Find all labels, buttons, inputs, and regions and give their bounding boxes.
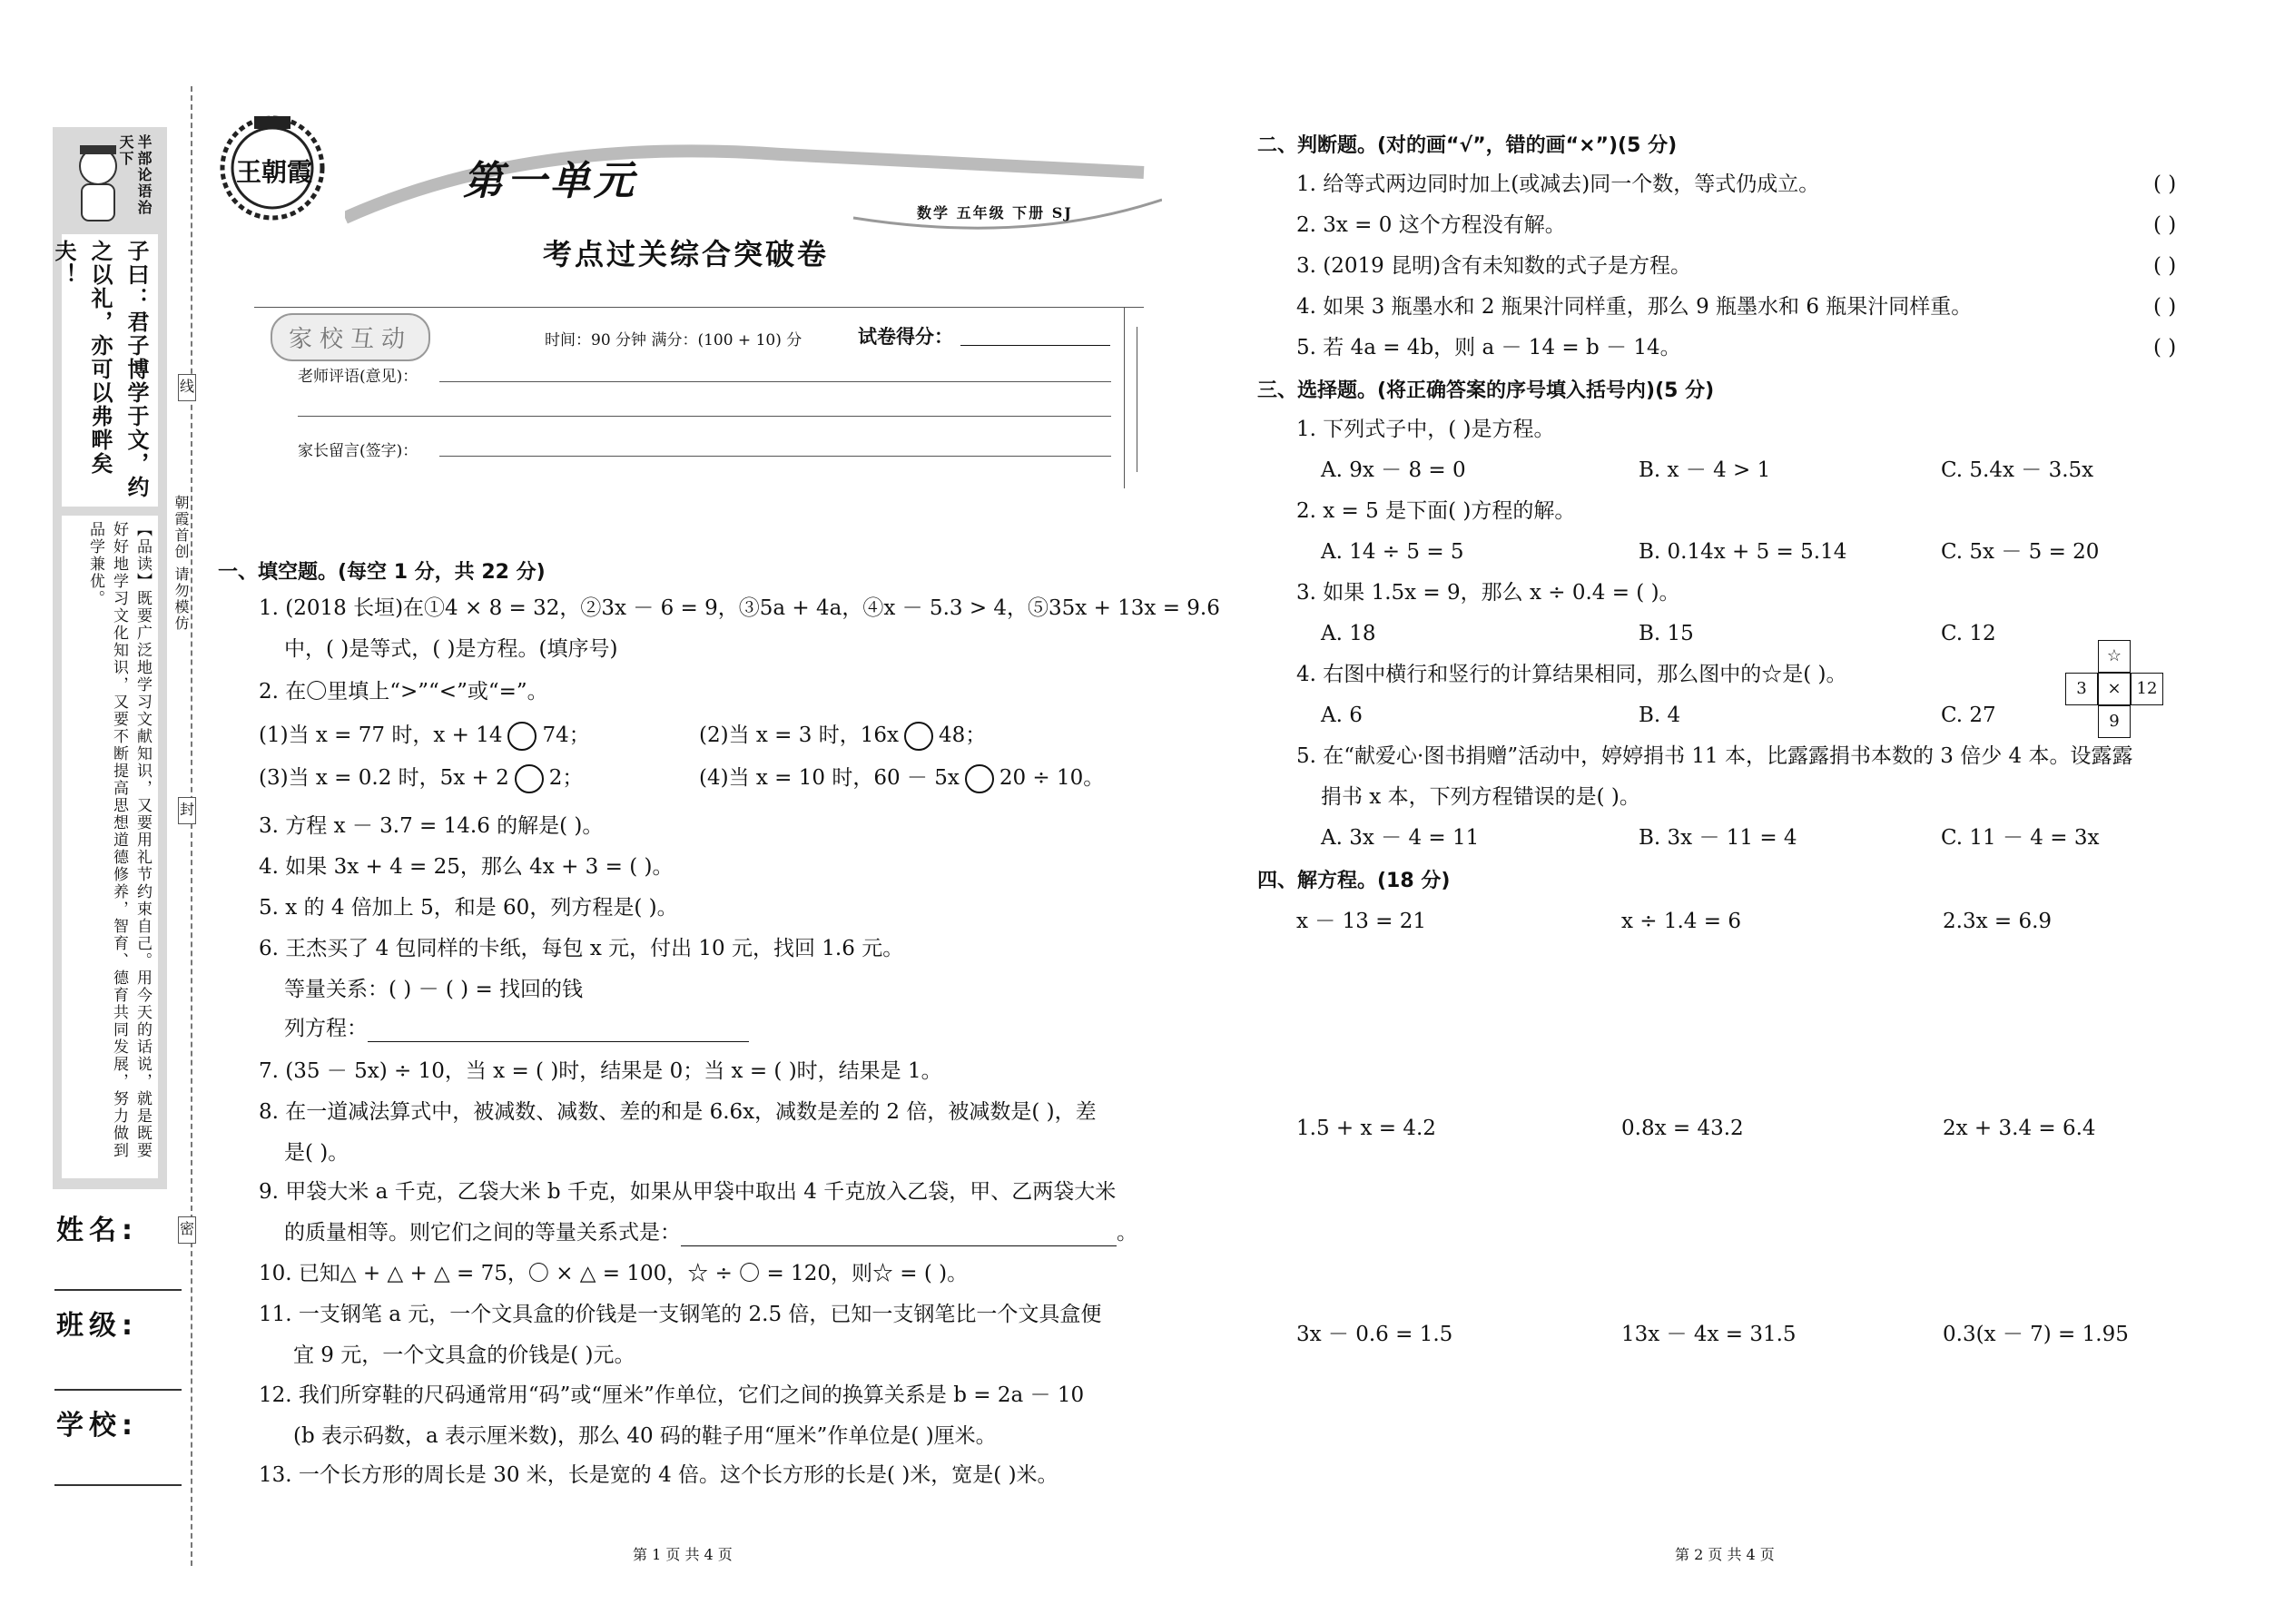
reading-note: 【品读】既要广泛地学习文献知识，又要用礼节约束自己。用今天的话说，就是既要好好地学习文化知识，又要不断提高思想道德修养，智育、德育共同发展，努力做到品学兼优。 (62, 516, 158, 1178)
judge-item-1: 1. 给等式两边同时加上(或减去)同一个数，等式仍成立。 (1296, 172, 1820, 196)
exam-subtitle: 考点过关综合突破卷 (543, 237, 830, 271)
confucius-quote: 子曰：君子博学于文，约之以礼，亦可以弗畔矣夫！ (62, 234, 158, 507)
grid-cell-bottom: 9 (2098, 705, 2131, 738)
q10-line: 10. 已知△ + △ + △ = 75，〇 × △ = 100，☆ ÷ 〇 = 120，则☆ = ( )。 (259, 1262, 969, 1285)
q2-1 (259, 722, 590, 751)
sidebar-panel (53, 127, 167, 1189)
grid-cell-left: 3 (2065, 673, 2098, 705)
q2-2 (699, 722, 986, 751)
q1-line-a: 1. (2018 长垣)在①4 × 8 = 32，②3x － 6 = 9，③5a + 4a，④x － 5.3 > 4，⑤35x + 13x = 9.6 (259, 596, 1220, 620)
score-label: 试卷得分： (858, 326, 953, 348)
cut-mark-3: 密 (178, 1216, 196, 1244)
mascot-area (62, 134, 158, 225)
header-divider (254, 307, 1144, 308)
unit-title: 第一单元 (463, 158, 637, 204)
page-number-right: 第 2 页 共 4 页 (1675, 1546, 1775, 1563)
equation-9: 0.3(x － 7) = 1.95 (1943, 1323, 2129, 1346)
choice-q3-b: B. 15 (1639, 622, 1694, 645)
q2-4-text: (4)当 x = 10 时，60 － 5x (699, 766, 960, 790)
q6-answer-line[interactable] (368, 1021, 749, 1042)
judge-answer-2[interactable]: ( ) (2153, 213, 2177, 237)
judge-answer-3[interactable]: ( ) (2153, 254, 2177, 278)
time-info: 时间：90 分钟 满分：(100 + 10) 分 (545, 331, 802, 349)
choice-q5-c: C. 11 － 4 = 3x (1941, 826, 2100, 850)
choice-q4: 4. 右图中横行和竖行的计算结果相同，那么图中的☆是( )。 (1296, 663, 1847, 686)
choice-q1-b: B. x － 4 > 1 (1639, 458, 1771, 482)
q2-line: 2. 在〇里填上“>”“<”或“=”。 (259, 680, 548, 704)
choice-q5-a: A. 3x － 4 = 11 (1321, 826, 1480, 850)
answer-circle[interactable] (507, 722, 537, 751)
score-input-line[interactable] (960, 345, 1110, 346)
choice-q2-c: C. 5x － 5 = 20 (1941, 540, 2100, 564)
q13-line: 13. 一个长方形的周长是 30 米，长是宽的 4 倍。这个长方形的长是( )米，宽是( )米。 (259, 1463, 1058, 1487)
choice-q4-c: C. 27 (1941, 704, 1996, 727)
grid-cell-center: × (2098, 673, 2131, 705)
equation-7: 3x － 0.6 = 1.5 (1296, 1323, 1453, 1346)
q6-equation-label: 列方程： (284, 1017, 368, 1040)
choice-q1: 1. 下列式子中，( )是方程。 (1296, 418, 1555, 441)
brand-logo-text: 王朝霞 (236, 157, 313, 187)
q9-line-b-text: 的质量相等。则它们之间的等量关系式是： (284, 1221, 681, 1245)
q2-2-text: (2)当 x = 3 时，16x (699, 723, 899, 747)
choice-q2-b: B. 0.14x + 5 = 5.14 (1639, 540, 1847, 564)
equation-4: 1.5 + x = 4.2 (1296, 1117, 1436, 1140)
q2-3-text: (3)当 x = 0.2 时，5x + 2 (259, 766, 509, 790)
judge-item-4: 4. 如果 3 瓶墨水和 2 瓶果汁同样重，那么 9 瓶墨水和 6 瓶果汁同样重。 (1296, 295, 1973, 319)
course-tag: 数学 五年级 下册 SJ (917, 204, 1073, 221)
section1-title: 一、填空题。(每空 1 分，共 22 分) (218, 561, 546, 584)
judge-answer-1[interactable]: ( ) (2153, 172, 2177, 196)
q2-2-rhs: 48； (938, 723, 987, 747)
teacher-comment-label: 老师评语(意见)： (298, 368, 418, 386)
q6-equation (284, 1015, 749, 1042)
q2-1-rhs: 74； (542, 723, 590, 747)
copyright-note: 朝霞首创 请勿模仿 (172, 495, 190, 633)
q2-3 (259, 764, 583, 793)
answer-circle[interactable] (515, 764, 544, 793)
section4-title: 四、解方程。(18 分) (1257, 870, 1451, 892)
q4-line: 4. 如果 3x + 4 = 25，那么 4x + 3 = ( )。 (259, 855, 674, 879)
q5-line: 5. x 的 4 倍加上 5，和是 60，列方程是( )。 (259, 896, 678, 920)
q2-1-text: (1)当 x = 77 时，x + 14 (259, 723, 503, 747)
judge-answer-5[interactable]: ( ) (2153, 336, 2177, 359)
choice-q5-b-line: 捐书 x 本，下列方程错误的是( )。 (1321, 785, 1640, 809)
judge-answer-4[interactable]: ( ) (2153, 295, 2177, 319)
choice-q5-a-line: 5. 在“献爱心·图书捐赠”活动中，婷婷捐书 11 本，比露露捐书本数的 3 倍少 4 本。设露露 (1296, 744, 2133, 768)
q2-3-rhs: 2； (548, 766, 584, 790)
class-label: 班级: (56, 1310, 138, 1342)
name-label: 姓名: (56, 1215, 138, 1246)
q11-line-a: 11. 一支钢笔 a 元，一个文具盒的价钱是一支钢笔的 2.5 倍，已知一支钢笔比一个文具盒便 (259, 1303, 1102, 1326)
choice-q4-a: A. 6 (1321, 704, 1363, 727)
q12-line-a: 12. 我们所穿鞋的尺码通常用“码”或“厘米”作单位，它们之间的换算关系是 b = 2a － 10 (259, 1383, 1085, 1407)
q9-answer-line[interactable] (681, 1225, 1117, 1246)
brand-slogan: 半部论语治天下 (117, 134, 153, 216)
home-school-badge: 家校互动 (271, 313, 430, 361)
q6-line: 6. 王杰买了 4 包同样的卡纸，每包 x 元，付出 10 元，找回 1.6 元。 (259, 937, 904, 960)
name-input-line[interactable] (54, 1289, 182, 1291)
q3-line: 3. 方程 x － 3.7 = 14.6 的解是( )。 (259, 814, 604, 838)
grid-cell-top: ☆ (2098, 640, 2131, 673)
page-number-left: 第 1 页 共 4 页 (633, 1546, 733, 1563)
choice-q3: 3. 如果 1.5x = 9，那么 x ÷ 0.4 = ( )。 (1296, 581, 1680, 605)
parent-comment-line[interactable] (439, 456, 1111, 457)
cut-mark-1: 线 (178, 374, 196, 401)
equation-5: 0.8x = 43.2 (1621, 1117, 1744, 1140)
judge-item-2: 2. 3x = 0 这个方程没有解。 (1296, 213, 1566, 237)
parent-comment-label: 家长留言(签字)： (298, 442, 418, 460)
q6-relation: 等量关系：( ) － ( ) = 找回的钱 (284, 978, 584, 1001)
school-label: 学校: (56, 1410, 138, 1442)
choice-q4-b: B. 4 (1639, 704, 1681, 727)
choice-q2-a: A. 14 ÷ 5 = 5 (1321, 540, 1464, 564)
section2-title: 二、判断题。(对的画“√”，错的画“×”)(5 分) (1257, 134, 1678, 157)
choice-q3-a: A. 18 (1321, 622, 1376, 645)
answer-circle[interactable] (965, 764, 994, 793)
q11-line-b: 宜 9 元，一个文具盒的价钱是( )元。 (293, 1343, 635, 1367)
equation-6: 2x + 3.4 = 6.4 (1943, 1117, 2096, 1140)
choice-q5-b: B. 3x － 11 = 4 (1639, 826, 1797, 850)
section3-title: 三、选择题。(将正确答案的序号填入括号内)(5 分) (1257, 379, 1715, 402)
q9-line-a: 9. 甲袋大米 a 千克，乙袋大米 b 千克，如果从甲袋中取出 4 千克放入乙袋，甲、乙两袋大米 (259, 1180, 1117, 1204)
q9-line-b: 的质量相等。则它们之间的等量关系式是： 。 (284, 1221, 1137, 1245)
choice-q3-c: C. 12 (1941, 622, 1996, 645)
cut-mark-2: 封 (178, 797, 196, 824)
equation-8: 13x － 4x = 31.5 (1621, 1323, 1797, 1346)
teacher-comment-line[interactable] (439, 381, 1111, 382)
class-input-line[interactable] (54, 1389, 182, 1391)
judge-item-5: 5. 若 4a = 4b，则 a － 14 = b － 14。 (1296, 336, 1681, 359)
q8-line-a: 8. 在一道减法算式中，被减数、减数、差的和是 6.6x，减数是差的 2 倍，被减数是( )，差 (259, 1100, 1097, 1124)
choice-q2: 2. x = 5 是下面( )方程的解。 (1296, 499, 1576, 523)
choice-q1-a: A. 9x － 8 = 0 (1321, 458, 1466, 482)
q8-line-b: 是( )。 (284, 1141, 350, 1165)
header-divider-v (1124, 307, 1125, 488)
q12-line-b: (b 表示码数，a 表示厘米数)，那么 40 码的鞋子用“厘米”作单位是( )厘米。 (293, 1424, 997, 1448)
q7-line: 7. (35 － 5x) ÷ 10，当 x = ( )时，结果是 0；当 x = ( )时，结果是 1。 (259, 1059, 942, 1083)
q1-line-b: 中，( )是等式，( )是方程。(填序号) (284, 637, 618, 661)
q2-4 (699, 764, 1104, 793)
grid-cell-right: 12 (2131, 673, 2163, 705)
answer-circle[interactable] (904, 722, 933, 751)
judge-item-3: 3. (2019 昆明)含有未知数的式子是方程。 (1296, 254, 1692, 278)
equation-1: x － 13 = 21 (1296, 910, 1427, 933)
q2-4-rhs: 20 ÷ 10。 (999, 766, 1105, 790)
choice-q1-c: C. 5.4x － 3.5x (1941, 458, 2094, 482)
equation-2: x ÷ 1.4 = 6 (1621, 910, 1741, 933)
cut-line (191, 86, 192, 1566)
school-input-line[interactable] (54, 1484, 182, 1486)
teacher-comment-line-2[interactable] (298, 416, 1111, 417)
equation-3: 2.3x = 6.9 (1943, 910, 2053, 933)
